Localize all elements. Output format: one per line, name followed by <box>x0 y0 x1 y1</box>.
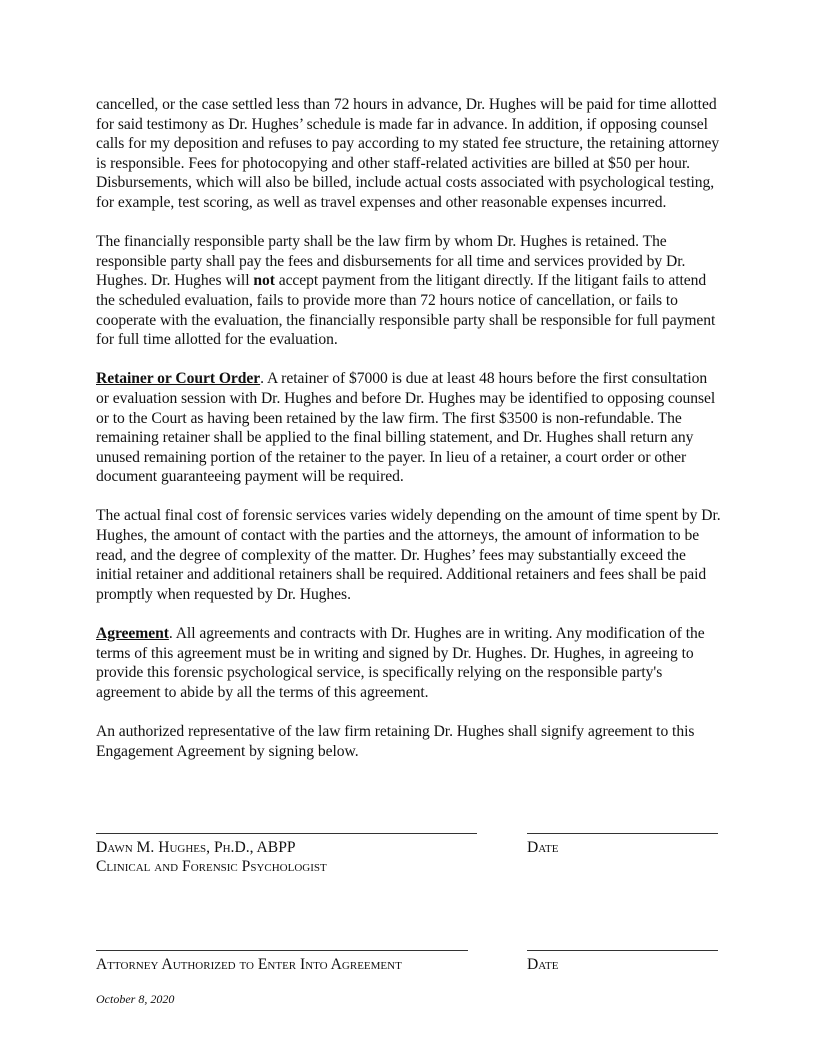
attorney-date-line[interactable] <box>527 950 718 951</box>
retainer-body: . A retainer of $7000 is due at least 48 hours before the first consultation or evaluation session with Dr. Hughes and before Dr. Hughes may be identified to opposing counsel or to the Court as having been retained by the law firm. The first $3500 is non-refundable. The remaining retainer shall be applied to the final billing statement, and Dr. Hughes shall return any unused remaining portion of the retainer to the payer. In lieu of a retainer, a court order or other document guaranteeing payment will be required. <box>96 370 716 486</box>
paragraph-responsible-party <box>96 232 722 350</box>
footer-date: October 8, 2020 <box>96 992 175 1006</box>
document-body <box>96 95 722 781</box>
psychologist-signature-line[interactable] <box>96 833 477 834</box>
paragraph-retainer <box>96 369 722 487</box>
paragraph-fees: cancelled, or the case settled less than 72 hours in advance, Dr. Hughes will be paid for time allotted for said testimony as Dr. Hughes’ schedule is made far in advance. In addition, if opposing counsel calls for my deposition and refuses to pay according to my stated fee structure, the retaining attorney is responsible. Fees for photocopying and other staff-related activities are billed at $50 per hour. Disbursements, which will also be billed, include actual costs associated with psychological testing, for example, test scoring, as well as travel expenses and other reasonable expenses incurred. <box>96 96 720 211</box>
responsible-party-text-1: The financially responsible party shall be the law firm by whom Dr. Hughes is retained. The responsible party shall pay the fees and disbursements for all time and services provided by Dr. Hughes. Dr. Hughes will <box>96 233 686 290</box>
psychologist-date-line[interactable] <box>527 833 718 834</box>
paragraph-agreement <box>96 624 722 702</box>
agreement-body: . All agreements and contracts with Dr. Hughes are in writing. Any modification of the terms of this agreement must be in writing and signed by Dr. Hughes. Dr. Hughes, in agreeing to provide this forensic psychological service, is specifically relying on the responsible party's agreement to abide by all the terms of this agreement. <box>96 625 705 701</box>
date-label-1: Date <box>527 839 559 856</box>
date-label-2: Date <box>527 956 559 973</box>
paragraph-signify: An authorized representative of the law firm retaining Dr. Hughes shall signify agreement to this Engagement Agreement by signing below. <box>96 723 695 760</box>
retainer-heading: Retainer or Court Order <box>96 370 261 388</box>
psychologist-name: Dawn M. Hughes, Ph.D., ABPP <box>96 839 296 856</box>
emphasis-not: not <box>253 272 275 290</box>
responsible-party-text-2: accept payment from the litigant directly. If the litigant fails to attend the scheduled evaluation, fails to provide more than 72 hours notice of cancellation, or fails to cooperate with the evaluation, the financially responsible party shall be responsible for full payment for full time allotted for the evaluation. <box>96 272 716 349</box>
psychologist-title: Clinical and Forensic Psychologist <box>96 858 327 875</box>
agreement-heading: Agreement <box>96 625 169 643</box>
attorney-signature-line[interactable] <box>96 950 468 951</box>
attorney-label: Attorney Authorized to Enter Into Agreement <box>96 956 402 973</box>
paragraph-final-cost: The actual final cost of forensic services varies widely depending on the amount of time spent by Dr. Hughes, the amount of contact with the parties and the attorneys, the amount of information to be read, and the degree of complexity of the matter. Dr. Hughes’ fees may substantially exceed the initial retainer and additional retainers shall be required. Additional retainers and fees shall be paid promptly when requested by Dr. Hughes. <box>96 507 721 603</box>
